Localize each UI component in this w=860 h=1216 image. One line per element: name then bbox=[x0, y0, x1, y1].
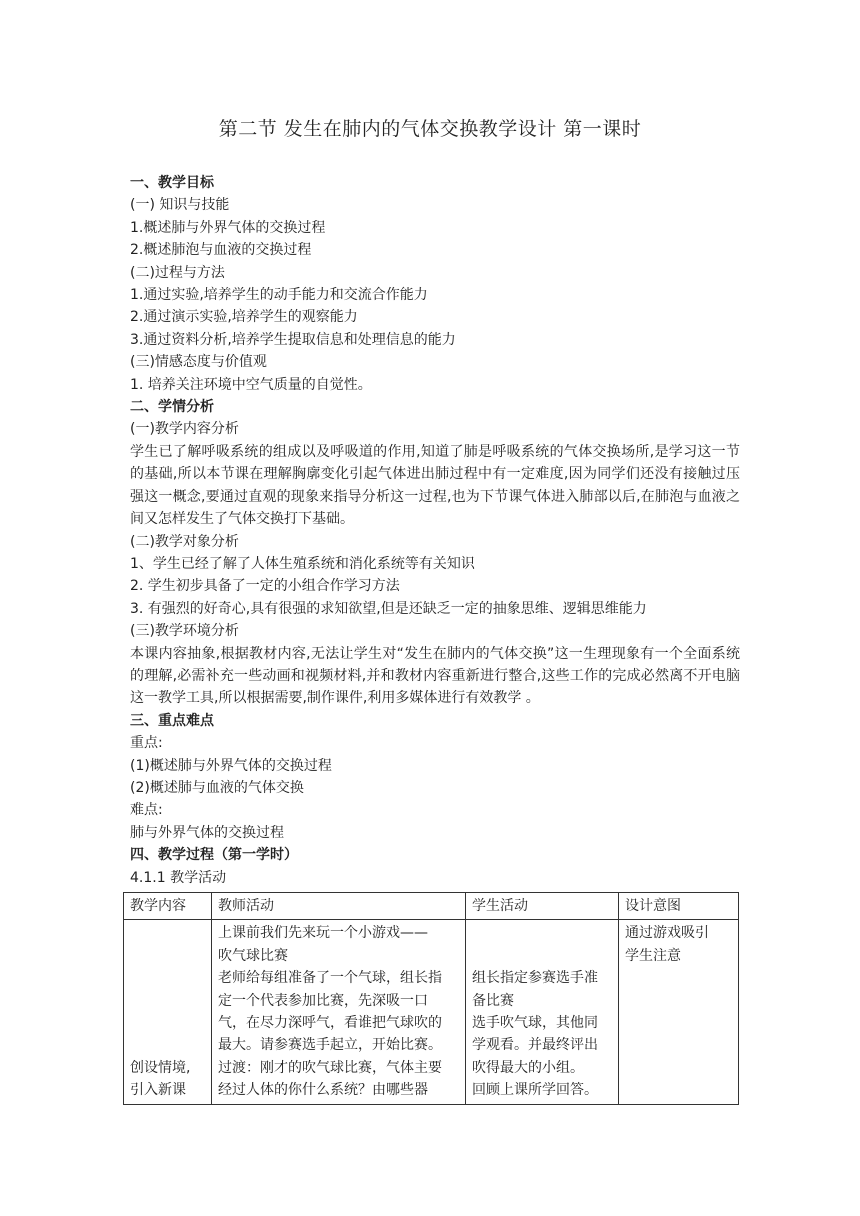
subsection-heading: (三)教学环境分析 bbox=[130, 623, 239, 640]
column-header: 学生活动 bbox=[466, 893, 619, 920]
cell-line: 学生注意 bbox=[625, 947, 681, 964]
list-item: 1. 培养关注环境中空气质量的自觉性。 bbox=[130, 376, 372, 393]
document-body bbox=[130, 172, 740, 889]
list-item: 3. 有强烈的好奇心,具有很强的求知欲望,但是还缺乏一定的抽象思维、逻辑思维能力 bbox=[130, 600, 647, 617]
column-header: 教师活动 bbox=[212, 893, 466, 920]
list-item: (2)概述肺与血液的气体交换 bbox=[130, 779, 304, 796]
cell-line: 学观看。并最终评出 bbox=[472, 1037, 598, 1054]
list-item: 1.通过实验,培养学生的动手能力和交流合作能力 bbox=[130, 287, 428, 304]
column-header: 教学内容 bbox=[124, 893, 212, 920]
cell-line: 过渡：刚才的吹气球比赛，气体主要 bbox=[218, 1059, 442, 1076]
list-item: 1、学生已经了解了人体生殖系统和消化系统等有关知识 bbox=[130, 555, 475, 572]
list-item: 2.通过演示实验,培养学生的观察能力 bbox=[130, 309, 358, 326]
cell-line: 备比赛 bbox=[472, 992, 514, 1009]
section-heading: 二、学情分析 bbox=[130, 399, 214, 416]
student-activity-cell bbox=[466, 920, 619, 1104]
cell-line: 定一个代表参加比赛，先深吸一口 bbox=[218, 992, 428, 1009]
cell-line: 经过人体的你什么系统？由哪些器 bbox=[218, 1082, 428, 1099]
list-item: (1)概述肺与外界气体的交换过程 bbox=[130, 757, 332, 774]
teacher-activity-cell bbox=[212, 920, 466, 1104]
design-intent-cell bbox=[619, 920, 739, 1104]
content-cell bbox=[124, 920, 212, 1104]
cell-line: 最大。请参赛选手起立，开始比赛。 bbox=[218, 1037, 442, 1054]
cell-line: 吹气球比赛 bbox=[218, 947, 288, 964]
cell-line: 创设情境, bbox=[130, 1059, 191, 1076]
cell-line: 气，在尽力深呼气，看谁把气球吹的 bbox=[218, 1015, 442, 1032]
paragraph: 学生已了解呼吸系统的组成以及呼吸道的作用,知道了肺是呼吸系统的气体交换场所,是学习这一节的基础,所以本节课在理解胸廓变化引起气体进出肺过程中有一定难度,因为同学们还没有接触过压强这一概念,要通过直观的现象来指导分析这一过程,也为下节课气体进入肺部以后,在肺泡与血液之间又怎样发生了气体交换打下基础。 bbox=[130, 443, 740, 528]
subsection-heading: 4.1.1 教学活动 bbox=[130, 869, 227, 886]
subsection-heading: (一)教学内容分析 bbox=[130, 421, 239, 438]
subsection-heading: (一) 知识与技能 bbox=[130, 197, 230, 214]
section-heading: 一、教学目标 bbox=[130, 175, 214, 191]
activity-table bbox=[123, 892, 739, 1105]
list-item: 2.概述肺泡与血液的交换过程 bbox=[130, 242, 312, 259]
list-item: 2. 学生初步具备了一定的小组合作学习方法 bbox=[130, 578, 400, 595]
list-item: 肺与外界气体的交换过程 bbox=[130, 824, 284, 841]
column-header: 设计意图 bbox=[619, 893, 739, 920]
subsection-heading: (二)过程与方法 bbox=[130, 264, 225, 281]
list-item: 1.概述肺与外界气体的交换过程 bbox=[130, 219, 326, 236]
list-item: 3.通过资料分析,培养学生提取信息和处理信息的能力 bbox=[130, 331, 456, 348]
cell-line: 上课前我们先来玩一个小游戏—— bbox=[218, 925, 428, 942]
table-header-row bbox=[124, 893, 739, 920]
paragraph: 本课内容抽象,根据教材内容,无法让学生对“发生在肺内的气体交换”这一生理现象有一个全面系统的理解,必需补充一些动画和视频材料,并和教材内容重新进行整合,这些工作的完成必然离不开电脑这一教学工具,所以根据需要,制作课件,利用多媒体进行有效教学 。 bbox=[130, 645, 740, 707]
cell-line: 吹得最大的小组。 bbox=[472, 1059, 584, 1076]
document-title: 第二节 发生在肺内的气体交换教学设计 第一课时 bbox=[218, 118, 642, 140]
section-heading: 三、重点难点 bbox=[130, 712, 214, 729]
subsection-heading: (二)教学对象分析 bbox=[130, 533, 239, 550]
cell-line: 通过游戏吸引 bbox=[625, 925, 709, 942]
cell-line: 回顾上课所学回答。 bbox=[472, 1082, 598, 1099]
key-points-label: 重点: bbox=[130, 735, 163, 752]
cell-line: 组长指定参赛选手准 bbox=[472, 970, 598, 987]
section-heading: 四、教学过程（第一学时） bbox=[130, 847, 298, 864]
subsection-heading: (三)情感态度与价值观 bbox=[130, 354, 267, 371]
cell-line: 选手吹气球，其他同 bbox=[472, 1015, 598, 1032]
cell-line: 老师给每组准备了一个气球，组长指 bbox=[218, 970, 442, 987]
cell-line: 引入新课 bbox=[130, 1082, 186, 1099]
table-row bbox=[124, 920, 739, 1104]
difficulty-label: 难点: bbox=[130, 802, 163, 819]
